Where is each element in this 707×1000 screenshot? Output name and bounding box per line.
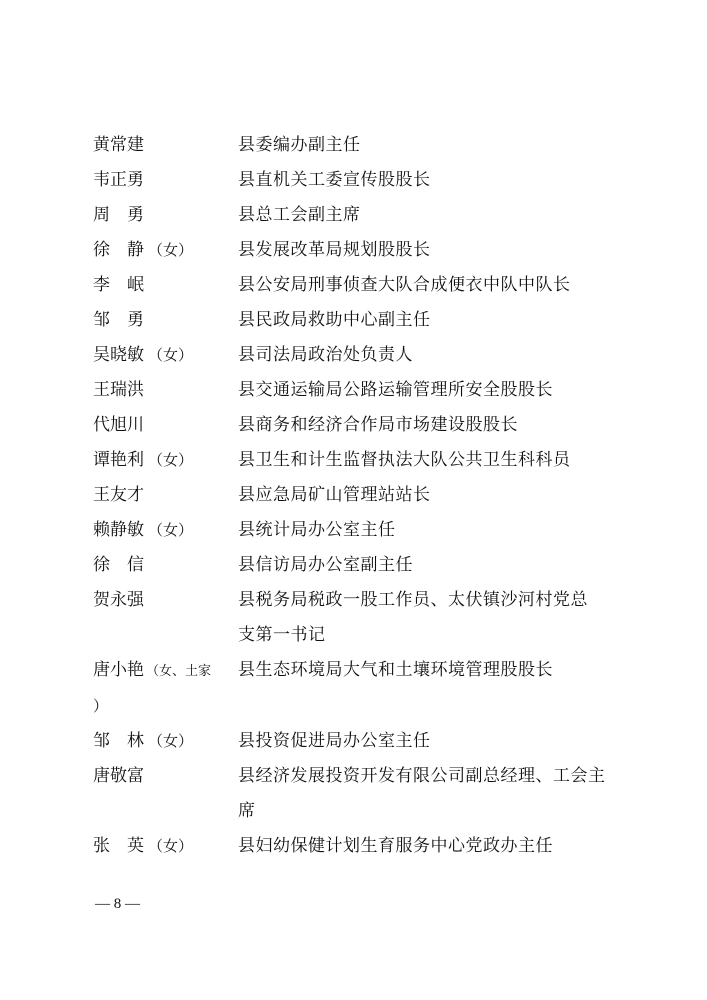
person-name: 王瑞洪	[93, 380, 144, 400]
person-name: 黄常建	[93, 135, 144, 155]
person-note: （女）	[148, 241, 194, 259]
person-name: 韦正勇	[93, 170, 144, 190]
person-note-overflow: ）	[93, 697, 109, 715]
roster-row	[93, 373, 633, 408]
page-number: — 8 —	[95, 896, 140, 912]
person-name: 吴晓敏	[93, 345, 144, 365]
person-title-line: 县经济发展投资开发有限公司副总经理、工会主	[238, 766, 606, 786]
person-name: 徐 信	[93, 555, 144, 575]
person-note: （女）	[148, 837, 194, 855]
person-title: 县卫生和计生监督执法大队公共卫生科科员	[238, 450, 571, 470]
person-title: 县发展改革局规划股股长	[238, 240, 431, 260]
name-roster	[93, 128, 633, 864]
person-note: （女）	[148, 346, 194, 364]
roster-row	[93, 513, 633, 548]
person-title: 县妇幼保健计划生育服务中心党政办主任	[238, 836, 553, 856]
person-title: 县应急局矿山管理站站长	[238, 485, 431, 505]
person-title: 县投资促进局办公室主任	[238, 731, 431, 751]
person-name: 王友才	[93, 485, 144, 505]
roster-row	[93, 583, 633, 653]
person-title: 县信访局办公室副主任	[238, 555, 413, 575]
person-title	[238, 759, 633, 829]
roster-row	[93, 829, 633, 864]
roster-row	[93, 338, 633, 373]
person-note: （女）	[148, 451, 194, 469]
person-title: 县民政局救助中心副主任	[238, 310, 431, 330]
roster-row	[93, 548, 633, 583]
person-title-line: 席	[238, 801, 256, 821]
person-name: 张 英	[93, 836, 144, 856]
person-name: 李 岷	[93, 275, 144, 295]
roster-row	[93, 408, 633, 443]
roster-row	[93, 724, 633, 759]
roster-row	[93, 478, 633, 513]
person-name: 贺永强	[93, 590, 144, 610]
person-title: 县委编办副主任	[238, 135, 361, 155]
person-name: 唐小艳	[93, 660, 144, 680]
person-title: 县直机关工委宣传股股长	[238, 170, 431, 190]
person-name: 邹 勇	[93, 310, 144, 330]
person-title-line: 县税务局税政一股工作员、太伏镇沙河村党总	[238, 590, 588, 610]
person-title: 县司法局政治处负责人	[238, 345, 413, 365]
roster-row	[93, 233, 633, 268]
person-title: 县生态环境局大气和土壤环境管理股股长	[238, 660, 553, 680]
person-name: 徐 静	[93, 240, 144, 260]
roster-row	[93, 268, 633, 303]
person-note: （女）	[148, 521, 194, 539]
roster-row	[93, 198, 633, 233]
person-name: 周 勇	[93, 205, 144, 225]
person-title: 县交通运输局公路运输管理所安全股股长	[238, 380, 553, 400]
person-title: 县统计局办公室主任	[238, 520, 396, 540]
roster-row	[93, 443, 633, 478]
roster-row	[93, 759, 633, 829]
person-title: 县商务和经济合作局市场建设股股长	[238, 415, 518, 435]
person-title	[238, 583, 633, 653]
roster-row	[93, 128, 633, 163]
person-name: 唐敬富	[93, 766, 144, 786]
person-title-line: 支第一书记	[238, 625, 326, 645]
person-name: 谭艳利	[93, 450, 144, 470]
person-note: （女、土家	[146, 664, 212, 679]
person-name: 代旭川	[93, 415, 144, 435]
roster-row	[93, 163, 633, 198]
person-note: （女）	[148, 732, 194, 750]
person-title: 县总工会副主席	[238, 205, 361, 225]
person-title: 县公安局刑事侦查大队合成便衣中队中队长	[238, 275, 571, 295]
person-name: 赖静敏	[93, 520, 144, 540]
roster-row	[93, 303, 633, 338]
roster-row	[93, 653, 633, 724]
person-name: 邹 林	[93, 731, 144, 751]
